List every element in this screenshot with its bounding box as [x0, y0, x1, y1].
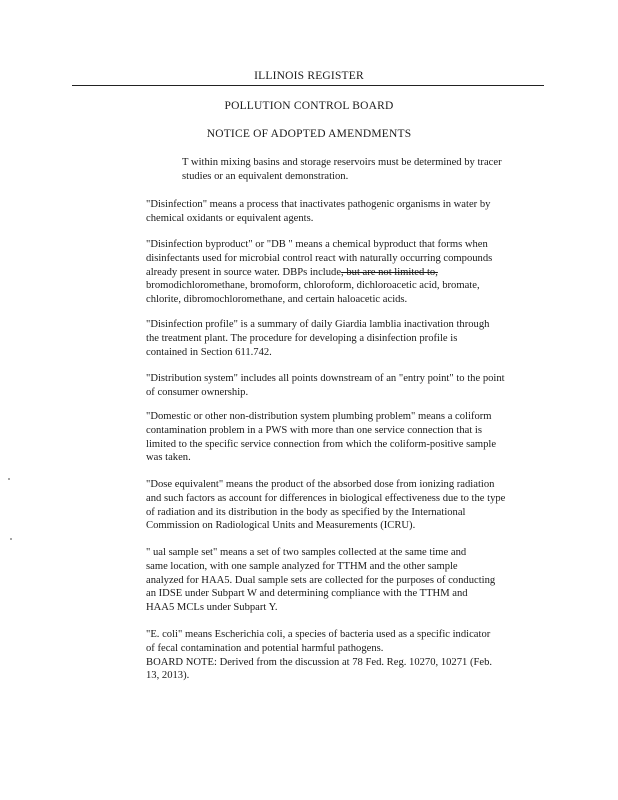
- text-line: an IDSE under Subpart W and determining compliance with the TTHM and: [146, 588, 468, 600]
- text-line: "Distribution system" includes all points downstream of an "entry point" to the point: [146, 373, 505, 384]
- text-line: was taken.: [146, 452, 191, 464]
- text-line: "Domestic or other non-distribution system plumbing problem" means a coliform: [146, 411, 492, 422]
- definition-distribution-system: [146, 372, 546, 400]
- text-line: "E. coli" means Escherichia coli, a species of bacteria used as a specific indicator: [146, 629, 491, 640]
- text-line: T within mixing basins and storage reservoirs must be determined by tracer: [182, 157, 502, 168]
- text-line: analyzed for HAA5. Dual sample sets are collected for the purposes of conducting: [146, 574, 496, 586]
- text-line: contamination problem in a PWS with more than one service connection that is: [146, 424, 482, 436]
- board-title: POLLUTION CONTROL BOARD: [224, 100, 394, 112]
- scan-speck: [10, 538, 12, 540]
- definition-disinfection-profile: [146, 318, 546, 359]
- text-line: Commission on Radiological Units and Measurements (ICRU).: [146, 520, 416, 532]
- definition-disinfection: [146, 198, 546, 226]
- text-line: "Disinfection byproduct" or "DB " means a chemical byproduct that forms when: [146, 239, 488, 250]
- board-note: BOARD NOTE: Derived from the discussion at 78 Fed. Reg. 10270, 10271 (Feb.: [146, 656, 493, 668]
- text-line: [146, 266, 546, 280]
- text-line: of radiation and its distribution in the body as specified by the International: [146, 506, 466, 518]
- definition-dose-equivalent: [146, 478, 546, 533]
- text-line: "Dose equivalent" means the product of the absorbed dose from ionizing radiation: [146, 479, 495, 490]
- text-line: " ual sample set" means a set of two samples collected at the same time and: [146, 547, 467, 558]
- register-title: ILLINOIS REGISTER: [254, 70, 364, 82]
- text-line: HAA5 MCLs under Subpart Y.: [146, 602, 278, 614]
- text-line: studies or an equivalent demonstration.: [182, 170, 349, 182]
- definition-disinfection-byproduct: [146, 238, 546, 307]
- text-line: of consumer ownership.: [146, 386, 249, 398]
- text-line: the treatment plant. The procedure for developing a disinfection profile is: [146, 332, 458, 344]
- text-line: "Disinfection profile" is a summary of daily Giardia lamblia inactivation through: [146, 319, 490, 330]
- paragraph-tracer: [182, 156, 546, 184]
- text-segment: already present in source water. DBPs include: [146, 266, 342, 278]
- notice-title: NOTICE OF ADOPTED AMENDMENTS: [206, 128, 412, 140]
- text-line: chlorite, dibromochloromethane, and certain haloacetic acids.: [146, 294, 408, 306]
- definition-plumbing-problem: [146, 410, 546, 465]
- text-line: bromodichloromethane, bromoform, chloroform, dichloroacetic acid, bromate,: [146, 280, 480, 292]
- definition-e-coli: [146, 628, 546, 683]
- text-line: of fecal contamination and potential harmful pathogens.: [146, 642, 384, 654]
- text-line: limited to the specific service connection from which the coliform-positive sample: [146, 438, 497, 450]
- text-line: and such factors as account for differences in biological effectiveness due to the type: [146, 492, 506, 504]
- text-line: contained in Section 611.742.: [146, 346, 272, 358]
- text-line: "Disinfection" means a process that inactivates pathogenic organisms in water by: [146, 199, 491, 210]
- text-line: same location, with one sample analyzed for TTHM and the other sample: [146, 560, 458, 572]
- header-rule: [72, 85, 544, 86]
- scan-speck: [8, 478, 10, 480]
- text-line: chemical oxidants or equivalent agents.: [146, 212, 314, 224]
- board-note: 13, 2013).: [146, 670, 190, 682]
- definition-dual-sample-set: [146, 546, 546, 615]
- struck-text: , but are not limited to,: [341, 266, 438, 278]
- text-line: disinfectants used for microbial control react with naturally occurring compounds: [146, 252, 493, 264]
